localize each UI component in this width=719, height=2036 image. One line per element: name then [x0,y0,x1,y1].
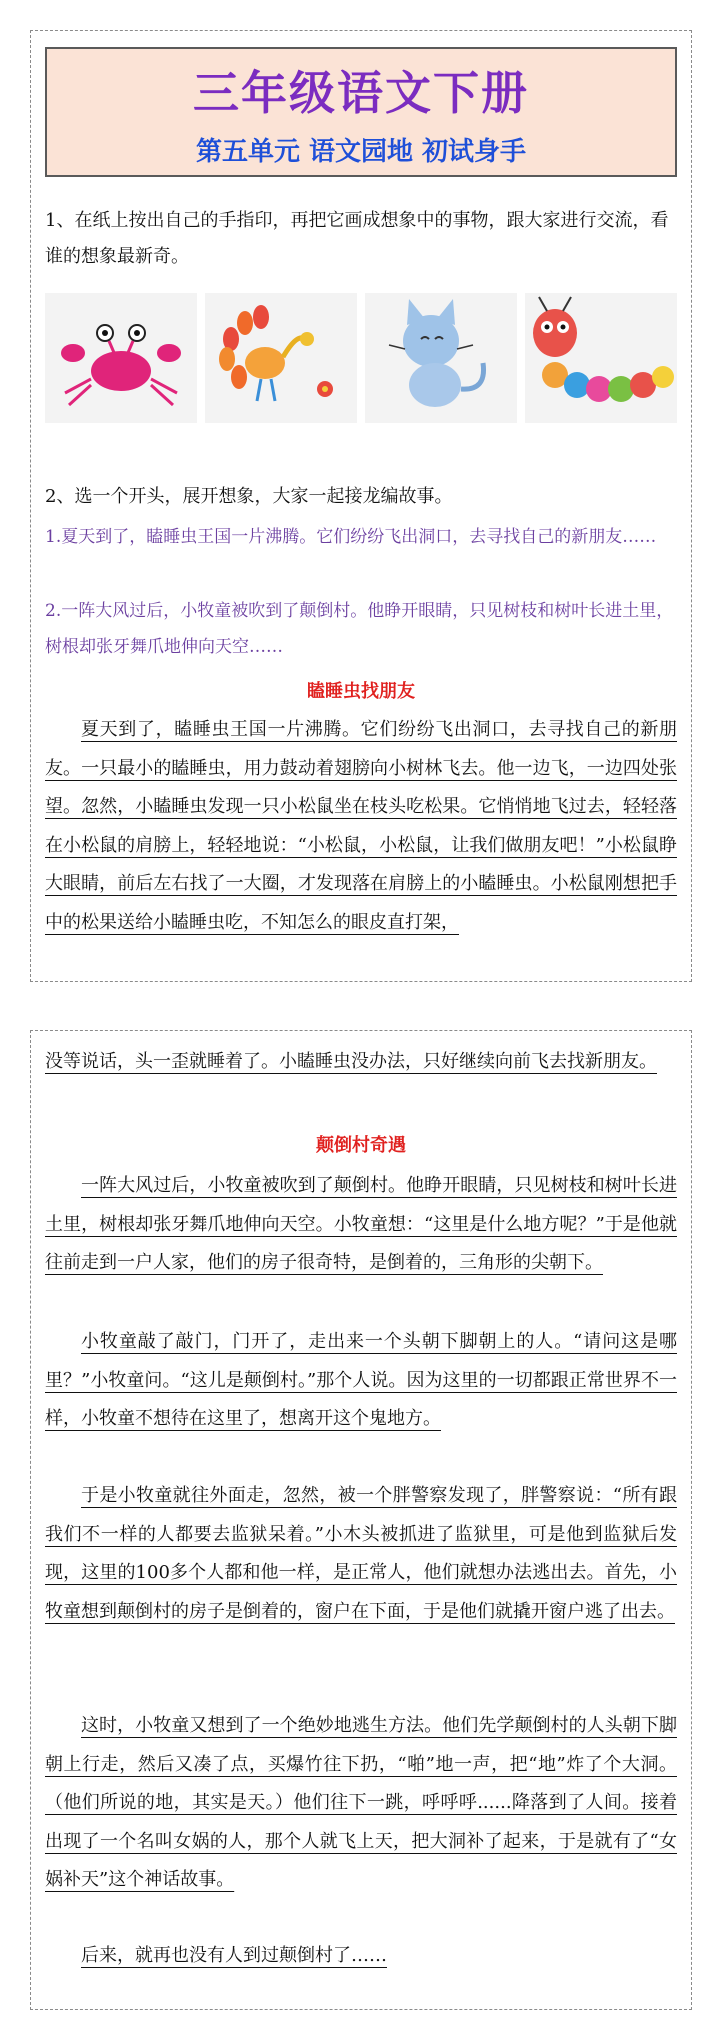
story-2-paragraph-3 [45,1477,677,1631]
option-1: 1.夏天到了，瞌睡虫王国一片沸腾。它们纷纷飞出洞口，去寻找自己的新朋友…… [45,527,657,547]
story-2-paragraph-3-text: 于是小牧童就往外面走，忽然，被一个胖警察发现了，胖警察说：“所有跟我们不一样的人都要去监狱呆着。”小木头被抓进了监狱里，可是他到监狱后发现，这里的100多个人都和他一样，是正常人，他们就想办法逃出去。首先，小牧童想到颠倒村的房子是倒着的，窗户在下面，于是他们就撬开窗户逃了出去。 [45,1485,677,1622]
header-box [45,47,677,177]
story-2-paragraph-4 [45,1707,677,1900]
fingerprint-images [45,293,677,423]
caterpillar-fingerprint-image [525,293,677,423]
story-2-title: 颠倒村奇遇 [316,1135,406,1156]
story-1-paragraph [45,711,677,942]
page-title: 三年级语文下册 [193,66,529,120]
page-1 [30,30,692,982]
story-2-paragraph-2 [45,1323,677,1439]
crab-fingerprint-image [45,293,197,423]
page-subtitle: 第五单元 语文园地 初试身手 [195,137,527,167]
cat-fingerprint-image [365,293,517,423]
story-2-paragraph-1 [45,1167,677,1283]
story-1-paragraph-text: 夏天到了，瞌睡虫王国一片沸腾。它们纷纷飞出洞口，去寻找自己的新朋友。一只最小的瞌睡虫，用力鼓动着翅膀向小树林飞去。他一边飞，一边四处张望。忽然，小瞌睡虫发现一只小松鼠坐在枝头吃松果。它悄悄地飞过去，轻轻落在小松鼠的肩膀上，轻轻地说：“小松鼠，小松鼠，让我们做朋友吧！”小松鼠睁大眼睛，前后左右找了一大圈，才发现落在肩膀上的小瞌睡虫。小松鼠刚想把手中的松果送给小瞌睡虫吃，不知怎么的眼皮直打架， [45,719,677,933]
story-1-continued-text: 没等说话，头一歪就睡着了。小瞌睡虫没办法，只好继续向前飞去找新朋友。 [45,1051,657,1072]
story-1-paragraph-continued [45,1043,677,1082]
page-2 [30,1030,692,2010]
question-1: 1、在纸上按出自己的手指印，再把它画成想象中的事物，跟大家进行交流，看谁的想象最新奇。 [45,210,669,267]
story-1-title: 瞌睡虫找朋友 [307,681,415,702]
story-2-paragraph-1-text: 一阵大风过后，小牧童被吹到了颠倒村。他睁开眼睛，只见树枝和树叶长进土里，树根却张牙舞爪地伸向天空。小牧童想：“这里是什么地方呢？”于是他就往前走到一户人家，他们的房子很奇特，是倒着的，三角形的尖朝下。 [45,1175,677,1273]
story-2-paragraph-4-text: 这时，小牧童又想到了一个绝妙地逃生方法。他们先学颠倒村的人头朝下脚朝上行走，然后又凑了点，买爆竹往下扔，“啪”地一声，把“地”炸了个大洞。（他们所说的地，其实是天。）他们往下一跳，呼呼呼......降落到了人间。接着出现了一个名叫女娲的人，那个人就飞上天，把大洞补了起来，于是就有了“女娲补天”这个神话故事。 [45,1715,677,1890]
option-2: 2.一阵大风过后，小牧童被吹到了颠倒村。他睁开眼睛，只见树枝和树叶长进土里，树根却张牙舞爪地伸向天空…… [45,601,674,657]
question-2: 2、选一个开头，展开想象，大家一起接龙编故事。 [45,486,453,507]
story-2-paragraph-5-text: 后来，就再也没有人到过颠倒村了…… [81,1945,387,1966]
story-2-paragraph-2-text: 小牧童敲了敲门，门开了，走出来一个头朝下脚朝上的人。“请问这是哪里？”小牧童问。“这儿是颠倒村。”那个人说。因为这里的一切都跟正常世界不一样，小牧童不想待在这里了，想离开这个鬼地方。 [45,1331,677,1429]
peacock-fingerprint-image [205,293,357,423]
story-2-paragraph-5 [45,1937,677,1976]
